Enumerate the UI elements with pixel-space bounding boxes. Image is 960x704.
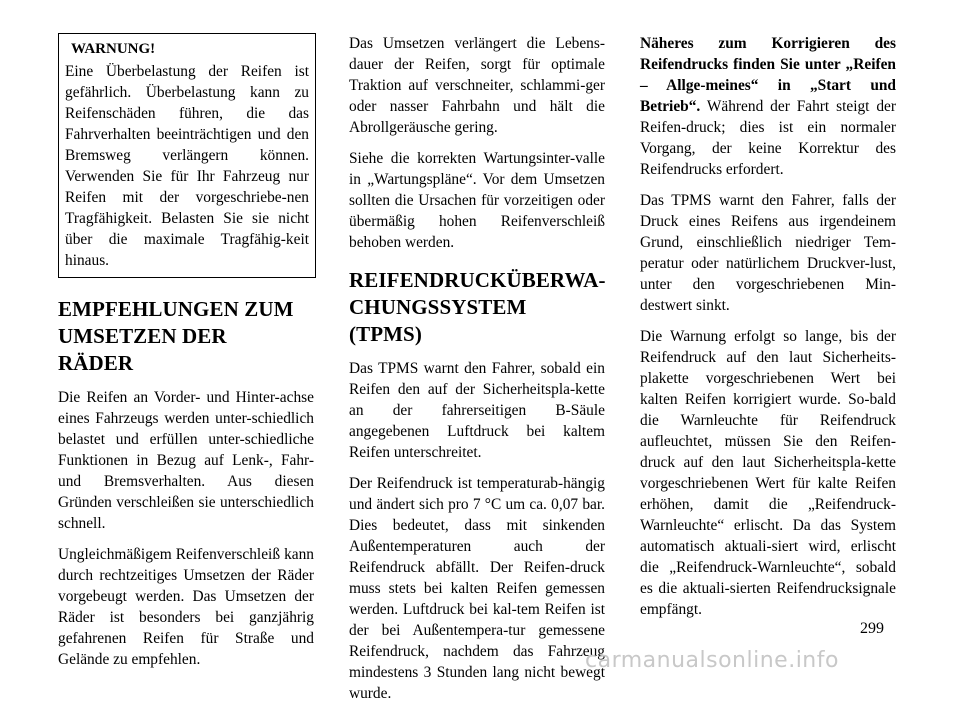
paragraph xyxy=(349,473,605,704)
paragraph: Das TPMS warnt den Fahrer, sobald ein Reifen den auf der Sicherheitspla-kette an der fahrerseitigen B-Säule angegebenen Luftdruck bei kaltem Reifen unterschreitet. xyxy=(349,360,605,461)
page-number: 299 xyxy=(860,620,884,637)
paragraph: Die Reifen an Vorder- und Hinter-achse eines Fahrzeugs werden unter-schiedlich belastet und erfüllen unter-schiedliche Funktionen in Bezug auf Lenk-, Fahr- und Bremsverhalten. Aus diesen Gründen verschleißen sie unterschiedlich schnell. xyxy=(58,389,314,532)
paragraph xyxy=(640,33,896,180)
column-2 xyxy=(349,33,605,704)
warning-box xyxy=(58,33,316,278)
warning-text: Eine Überbelastung der Reifen ist gefährlich. Überbelastung kann zu Reifenschäden führen, die das Fahrverhalten beeinträchtigen und den Bremsweg verlängern können. Verwenden Sie für Ihr Fahrzeug nur Reifen mit der vorgeschriebe-nen Tragfähigkeit. Belasten Sie sie nicht über die maximale Tragfähig-keit hinaus. xyxy=(65,63,309,269)
paragraph: Das Umsetzen verlängert die Lebens-dauer der Reifen, sorgt für optimale Traktion auf verschneiter, schlammi-ger oder nasser Fahrbahn und hält die Abrollgeräusche gering. xyxy=(349,35,605,136)
column-1 xyxy=(58,33,314,680)
bold-reference: Näheres zum Korrigieren des Reifendrucks finden Sie unter „Reifen – Allge-meines“ in „Start und Betrieb“. xyxy=(640,35,896,115)
paragraph: Die Warnung erfolgt so lange, bis der Reifendruck auf den laut Sicherheits-plakette vorgeschriebenen Wert bei kalten Reifen korrigiert wurde. So-bald die Warnleuchte für Reifendruck aufleuchtet, müssen Sie den Reifen-druck auf den laut Sicherheitspla-kette vorgeschriebenen Wert für kalte Reifen erhöhen, damit die „Reifendruck-Warnleuchte“ erlischt. Da das System automatisch aktuali-siert wird, erlischt die „Reifendruck-Warnleuchte“, sobald es die aktuali-sierten Reifendrucksignale empfängt. xyxy=(640,328,896,618)
paragraph: Das TPMS warnt den Fahrer, falls der Druck eines Reifens aus irgendeinem Grund, einschließlich niedriger Tem-peratur oder natürlichem Druckver-lust, unter den vorgeschriebenen Min-destwert sinkt. xyxy=(640,192,896,314)
section-heading-rotation: EMPFEHLUNGEN ZUM UMSETZEN DER RÄDER xyxy=(58,297,294,375)
warning-title: WARNUNG! xyxy=(71,41,156,57)
column-3 xyxy=(640,33,896,630)
paragraph-text: Der Reifendruck ist temperaturab-hängig und ändert sich pro 7 °C um ca. 0,07 bar. Dies bedeutet, dass mit sinkenden Außentemperaturen auch der Reifendruck abfällt. Der Reifen-druck muss stets bei kalten Reifen gemessen werden. Luftdruck bei kal-tem Reifen ist der bei Außentempera-tur gemessene Reifendruck, nachdem das Fahrzeug mindestens 3 Stunden lang nicht bewegt wurde. xyxy=(349,475,605,702)
paragraph-text: Während der Fahrt steigt der Reifen-druck; dies ist ein normaler Vorgang, der keine Korrektur des Reifendrucks erfordert. xyxy=(640,98,896,178)
paragraph: Ungleichmäßigem Reifenverschleiß kann durch rechtzeitiges Umsetzen der Räder vorgebeugt werden. Das Umsetzen der Räder ist besonders bei ganzjährig gefahrenen Reifen für Straße und Gelände zu empfehlen. xyxy=(58,546,314,668)
paragraph: Siehe die korrekten Wartungsinter-valle in „Wartungspläne“. Vor dem Umsetzen sollten die Ursachen für vorzeitigen oder übermäßig hohen Reifenverschleiß behoben werden. xyxy=(349,150,605,251)
section-heading-tpms: REIFENDRUCKÜBERWA-CHUNGSSYSTEM (TPMS) xyxy=(349,268,606,346)
watermark: carmanualsonline.info xyxy=(585,648,839,673)
